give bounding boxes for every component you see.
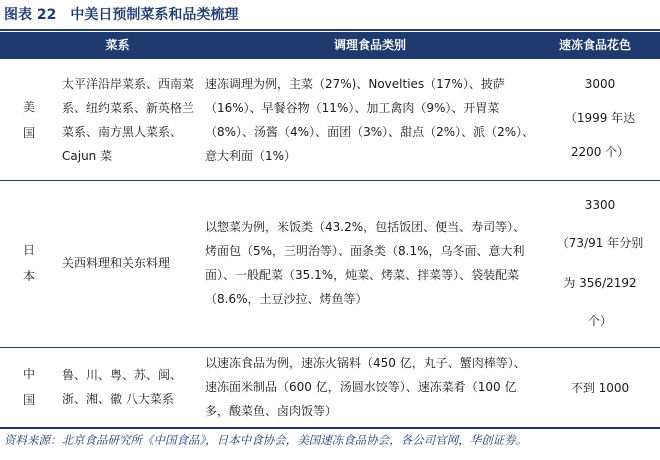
header-cuisine: 菜系	[40, 32, 195, 59]
cuisine-china: 鲁、川、粤、苏、闽、浙、湘、徽 八大菜系	[62, 368, 183, 406]
categories-china: 以速冻食品为例，速冻火锅料（450 亿，丸子、蟹肉棒等）、速冻面米制品（600 亿，汤圆水饺等）、速冻菜肴（100 亿多，酸菜鱼、卤肉饭等）	[205, 356, 526, 418]
figure-title	[4, 4, 238, 26]
header-varieties: 速冻食品花色	[545, 32, 645, 59]
country-usa: 美 国	[22, 100, 35, 140]
categories-usa: 速冻调理为例，主菜（27%)、Novelties（17%）、披萨（16%）、早餐谷物（11%）、加工禽肉（9%）、开胃菜（8%）、汤酱（4%）、面团（3%）、甜点（2%）、派（2%）、意大利面（1%）	[205, 77, 535, 163]
source-note: 资料来源：北京食品研究所《中国食品》，日本中食协会，美国速冻食品协会，各公司官网，华创证券。	[4, 433, 528, 447]
title-rule	[0, 29, 660, 31]
varieties-usa: 3000 （1999 年达 2200 个）	[564, 77, 636, 159]
varieties-japan: 3300 （73/91 年分别 为 356/2192 个）	[556, 198, 644, 328]
figure-label: 图表 22	[4, 7, 57, 23]
figure-title-text: 中美日预制菜系和品类梳理	[70, 7, 239, 23]
cuisine-usa: 太平洋沿岸菜系、西南菜系、纽约菜系、新英格兰菜系、南方黑人菜系、Cajun 菜	[62, 77, 195, 163]
header-categories: 调理食品类别	[200, 32, 540, 59]
categories-japan: 以惣菜为例，米饭类（43.2%，包括饭团、便当、寿司等）、烤面包（5%，三明治等）、面条类（8.1%，乌冬面、意大利面）、一般配菜（35.1%，炖菜、烤菜、拌菜等）、袋装配菜（8.6%，土豆沙拉、烤鱼等）	[205, 220, 526, 306]
table-bottom-rule	[0, 427, 660, 429]
varieties-china: 不到 1000	[570, 380, 630, 395]
country-japan: 日 本	[22, 243, 35, 283]
cuisine-japan: 关西料理和关东料理	[62, 256, 171, 270]
country-china: 中 国	[22, 367, 35, 407]
